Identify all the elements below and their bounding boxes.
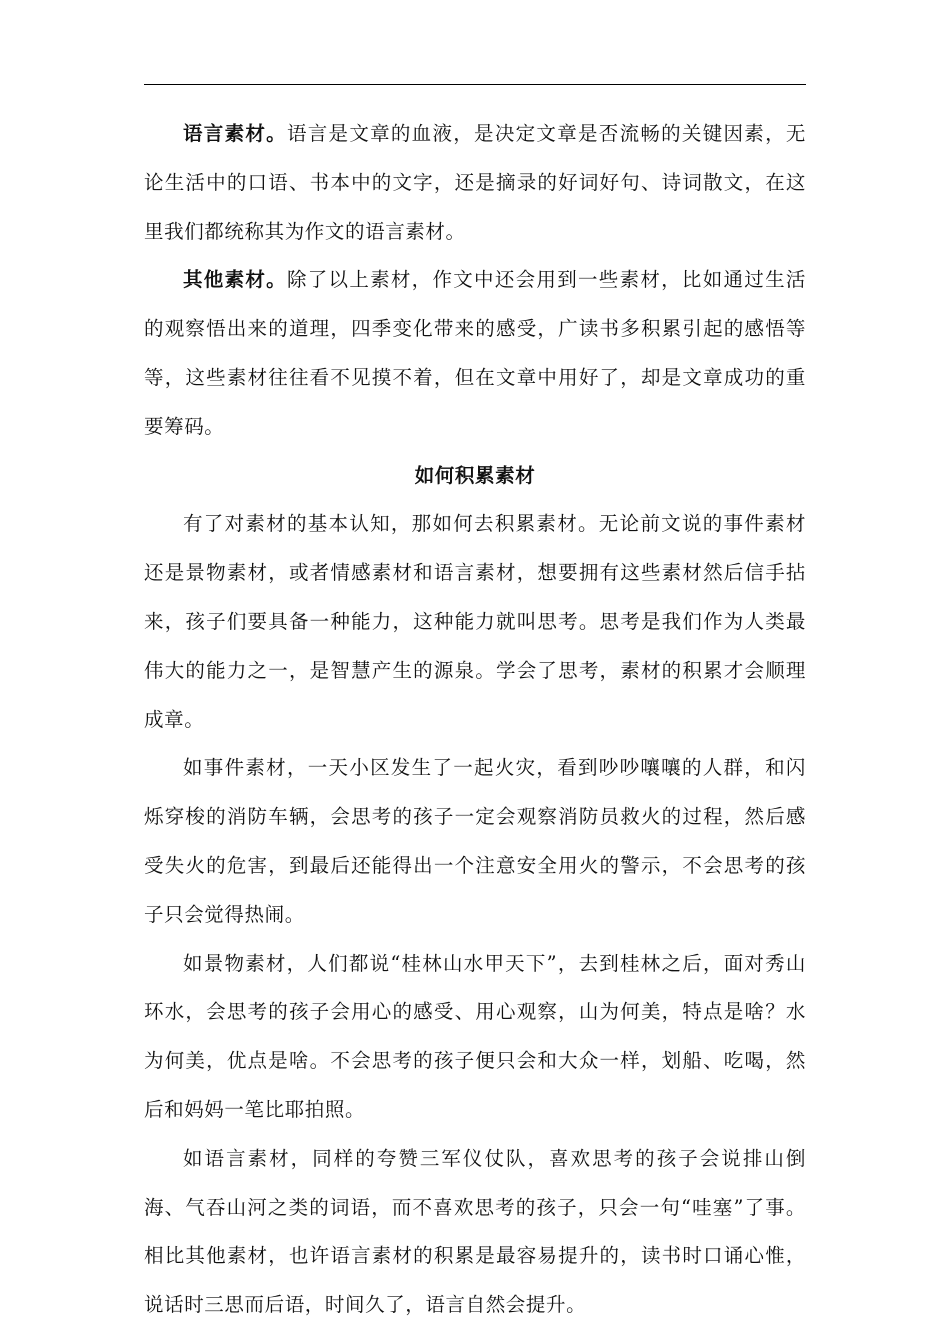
document-body [144,110,806,1330]
paragraph-text: 语言是文章的血液，是决定文章是否流畅的关键因素，无论生活中的口语、书本中的文字，还是摘录的好词好句、诗词散文，在这里我们都统称其为作文的语言素材。 [144,122,806,243]
paragraph: 有了对素材的基本认知，那如何去积累素材。无论前文说的事件素材还是景物素材，或者情感素材和语言素材，想要拥有这些素材然后信手拈来，孩子们要具备一种能力，这种能力就叫思考。思考是我们作为人类最伟大的能力之一，是智慧产生的源泉。学会了思考，素材的积累才会顺理成章。 [144,512,806,731]
paragraph-text: 除了以上素材，作文中还会用到一些素材，比如通过生活的观察悟出来的道理，四季变化带来的感受，广读书多积累引起的感悟等等，这些素材往往看不见摸不着，但在文章中用好了，却是文章成功的重要筹码。 [144,268,806,438]
paragraph: 如事件素材，一天小区发生了一起火灾，看到吵吵嚷嚷的人群，和闪烁穿梭的消防车辆，会思考的孩子一定会观察消防员救火的过程，然后感受失火的危害，到最后还能得出一个注意安全用火的警示，不会思考的孩子只会觉得热闹。 [144,756,806,926]
paragraph: 如景物素材，人们都说“桂林山水甲天下”，去到桂林之后，面对秀山环水，会思考的孩子会用心的感受、用心观察，山为何美，特点是啥？水为何美，优点是啥。不会思考的孩子便只会和大众一样，划船、吃喝，然后和妈妈一笔比耶拍照。 [144,951,806,1121]
section-heading: 如何积累素材 [414,463,536,487]
header-rule [144,84,806,85]
paragraph-other-material [144,256,806,451]
paragraph: 如语言素材，同样的夸赞三军仪仗队，喜欢思考的孩子会说排山倒海、气吞山河之类的词语，而不喜欢思考的孩子，只会一句“哇塞”了事。相比其他素材，也许语言素材的积累是最容易提升的，读书时口诵心惟，说话时三思而后语，时间久了，语言自然会提升。 [144,1146,806,1317]
paragraph-language-material [144,110,806,256]
paragraph-lead: 其他素材。 [183,268,287,292]
paragraph-lead: 语言素材。 [183,122,287,145]
